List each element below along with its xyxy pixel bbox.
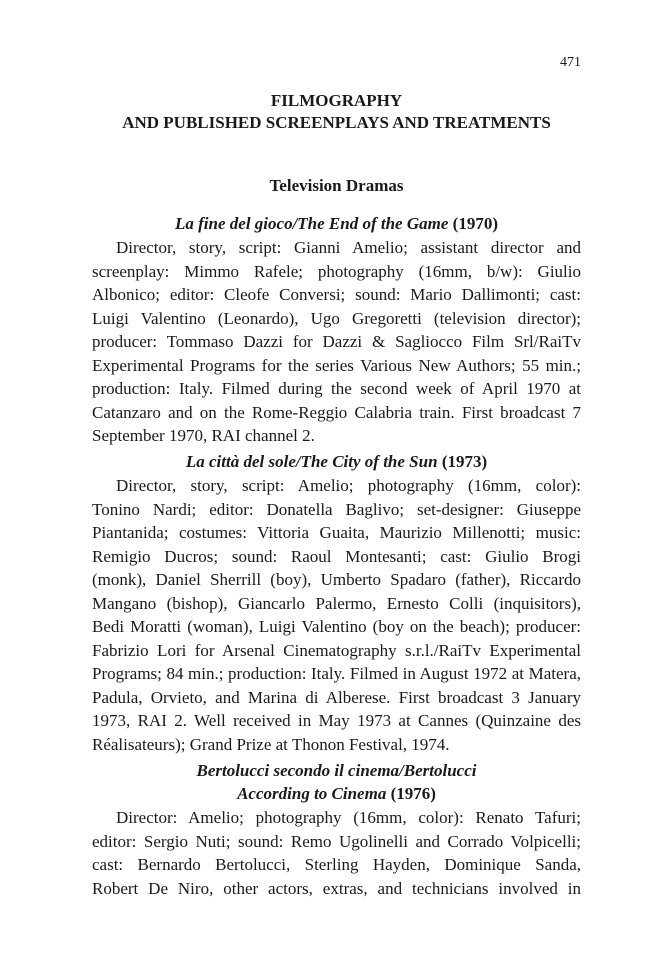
film-year: (1970) [448,214,498,233]
entry-line: 1973, RAI 2. Well received in May 1973 at Cannes (Quinzaine des [92,711,581,730]
entry-line: Programs; 84 min.; production: Italy. Filmed in August 1972 at Matera, [92,664,581,683]
entry-line: production: Italy. Filmed during the second week of April 1970 at [92,379,581,398]
entry-title [92,450,581,473]
entry-title-line [92,759,581,782]
entry-body [92,474,581,756]
entry-line: Tonino Nardi; editor: Donatella Baglivo; set-designer: Giuseppe [92,499,581,519]
page-number: 471 [560,55,581,70]
entry-line: Experimental Programs for the series Various New Authors; 55 min.; [92,355,581,375]
entry-line: Fabrizio Lori for Arsenal Cinematography s.r.l./RaiTv Experimental [92,640,581,660]
film-title: According to Cinema [237,784,387,803]
entry-line: Catanzaro and on the Rome-Reggio Calabria train. First broadcast 7 [92,402,581,422]
entry-title [92,759,581,805]
entry-line: editor: Sergio Nuti; sound: Remo Ugolinelli and Corrado Volpicelli; [92,831,581,851]
entry-line: Robert De Niro, other actors, extras, and technicians involved in [92,878,581,898]
film-year: (1976) [386,784,436,803]
entry-line: Piantanida; costumes: Vittoria Guaita, Maurizio Millenotti; music: [92,523,581,542]
entry-line: Luigi Valentino (Leonardo), Ugo Gregoretti (television director); [92,308,581,328]
film-title: La fine del gioco/The End of the Game [175,214,449,233]
entry-line: Mangano (bishop), Giancarlo Palermo, Ernesto Colli (inquisitors), [92,593,581,613]
page-title-line-1: FILMOGRAPHY [270,91,403,110]
film-year: (1973) [437,452,488,471]
entry-line: Bedi Moratti (woman), Luigi Valentino (boy on the beach); producer: [92,617,581,636]
entry-line: Director, story, script: Gianni Amelio; assistant director and [116,238,581,257]
entry-body [92,236,581,448]
film-title: Bertolucci secondo il cinema/Bertolucci [196,761,477,780]
entry-line: Padula, Orvieto, and Marina di Alberese. First broadcast 3 January [92,687,581,707]
entry-line: Director, story, script: Amelio; photography (16mm, color): [116,476,581,495]
entry-title-line [92,212,581,235]
page-title-line-2: AND PUBLISHED SCREENPLAYS AND TREATMENTS [122,113,551,132]
entry-title [92,212,581,235]
page-title [92,90,581,134]
section-heading: Television Dramas [269,176,404,195]
entry-line: Remigio Ducros; sound: Raoul Montesanti; cast: Giulio Brogi [92,546,581,566]
entry-line: Albonico; editor: Cleofe Conversi; sound: Mario Dallimonti; cast: [92,285,581,304]
entry-line: (monk), Daniel Sherrill (boy), Umberto Spadaro (father), Riccardo [92,570,581,589]
entry-line: September 1970, RAI channel 2. [92,426,315,445]
entry-line: cast: Bernardo Bertolucci, Sterling Hayden, Dominique Sanda, [92,855,581,874]
entry-title-line [92,450,581,473]
entry-line: Director: Amelio; photography (16mm, color): Renato Tafuri; [116,808,581,827]
entry-body [92,806,581,900]
entry-title-line [92,782,581,805]
entry-line: screenplay: Mimmo Rafele; photography (16mm, b/w): Giulio [92,261,581,281]
film-title: La città del sole/The City of the Sun [185,452,438,471]
entry-line: Réalisateurs); Grand Prize at Thonon Festival, 1974. [92,734,450,754]
entry-line: producer: Tommaso Dazzi for Dazzi & Sagliocco Film Srl/RaiTv [92,332,581,351]
